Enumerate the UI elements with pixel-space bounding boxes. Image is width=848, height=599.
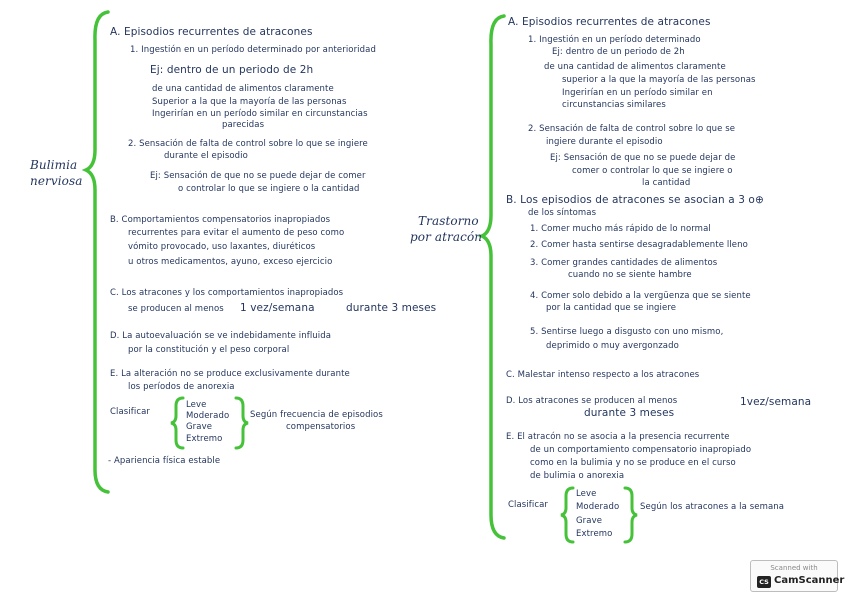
left-c-frequency: 1 vez/semana — [240, 302, 315, 314]
right-b-title: de los síntomas — [528, 208, 597, 218]
left-a1-example: Ej: dentro de un periodo de 2h — [150, 64, 314, 76]
right-level: Extremo — [576, 529, 613, 539]
left-level: Leve — [186, 400, 207, 410]
right-green-brace — [482, 16, 504, 538]
right-level: Moderado — [576, 502, 620, 512]
right-classify-note: Según los atracones a la semana — [640, 502, 785, 512]
camscanner-watermark — [750, 560, 845, 592]
left-classify-note: compensatorios — [286, 422, 356, 432]
left-a-title: A. Episodios recurrentes de atracones — [110, 26, 313, 38]
right-b-item: cuando no se siente hambre — [568, 270, 692, 280]
left-classify-label: Clasificar — [110, 407, 151, 417]
left-side-label-2: nerviosa — [30, 174, 83, 188]
right-b-item: 1. Comer mucho más rápido de lo normal — [530, 224, 711, 234]
right-a2-line: 2. Sensación de falta de control sobre lo que se — [528, 124, 736, 134]
left-a2-line: 2. Sensación de falta de control sobre lo que se ingiere — [128, 139, 368, 149]
left-a1-line: parecidas — [222, 120, 265, 130]
right-a1-line: circunstancias similares — [562, 100, 666, 110]
right-a1-title: 1. Ingestión en un período determinado — [528, 35, 701, 45]
left-levels-brace-close — [236, 398, 248, 448]
left-e-line: E. La alteración no se produce exclusivamente durante — [110, 369, 350, 379]
left-d-line: por la constitución y el peso corporal — [128, 345, 290, 355]
left-side-label-1: Bulimia — [30, 158, 78, 172]
right-side-label-2: por atracón — [410, 230, 483, 244]
right-b-item: 5. Sentirse luego a disgusto con uno mismo, — [530, 327, 724, 337]
left-c-line: se producen al menos — [128, 304, 224, 314]
right-a2-line: ingiere durante el episodio — [546, 137, 663, 147]
right-e-line: de un comportamiento compensatorio inapropiado — [530, 445, 752, 455]
right-d-frequency: 1vez/semana — [740, 396, 812, 408]
right-e-line: de bulimia o anorexia — [530, 471, 625, 481]
right-a1-line: superior a la que la mayoría de las personas — [562, 75, 756, 85]
right-a2-example: Ej: Sensación de que no se puede dejar de — [550, 153, 736, 163]
camscanner-logo-icon: CS — [757, 576, 771, 588]
right-b-item: deprimido o muy avergonzado — [546, 341, 679, 351]
right-e-line: como en la bulimia y no se produce en el curso — [530, 458, 736, 468]
right-b-item: 2. Comer hasta sentirse desagradablemente lleno — [530, 240, 748, 250]
right-a2-example: la cantidad — [642, 178, 691, 188]
left-a1-line: Superior a la que la mayoría de las personas — [152, 97, 347, 107]
left-classify-note: Según frecuencia de episodios — [250, 410, 383, 420]
right-a1-line: Ingerirían en un período similar en — [562, 88, 713, 98]
right-c-line: C. Malestar intenso respecto a los atracones — [506, 370, 700, 380]
left-remission: - Apariencia física estable — [108, 456, 221, 466]
left-levels-brace-open — [171, 398, 183, 448]
right-level: Grave — [576, 516, 603, 526]
left-b-line: vómito provocado, uso laxantes, diuréticos — [128, 242, 316, 252]
right-a-title: A. Episodios recurrentes de atracones — [508, 16, 711, 28]
left-level: Grave — [186, 422, 213, 432]
left-d-line: D. La autoevaluación se ve indebidamente influida — [110, 331, 332, 341]
right-a2-example: comer o controlar lo que se ingiere o — [572, 166, 733, 176]
left-b-line: B. Comportamientos compensatorios inapropiados — [110, 215, 331, 225]
left-c-line: C. Los atracones y los comportamientos inapropiados — [110, 288, 344, 298]
right-levels-brace-close — [625, 488, 637, 542]
right-d-line: D. Los atracones se producen al menos — [506, 396, 678, 406]
right-a1-example: Ej: dentro de un periodo de 2h — [552, 47, 685, 57]
right-b-item: por la cantidad que se ingiere — [546, 303, 677, 313]
left-b-line: u otros medicamentos, ayuno, exceso ejercicio — [128, 257, 333, 267]
right-level: Leve — [576, 489, 597, 499]
left-a2-example: o controlar lo que se ingiere o la cantidad — [178, 184, 360, 194]
left-a1-title: 1. Ingestión en un período determinado por anterioridad — [130, 45, 376, 55]
left-c-duration: durante 3 meses — [346, 302, 437, 314]
left-a2-example: Ej: Sensación de que no se puede dejar de comer — [150, 171, 366, 181]
left-a1-line: Ingerirían en un período similar en circunstancias — [152, 109, 368, 119]
right-b-item: 4. Comer solo debido a la vergüenza que se siente — [530, 291, 751, 301]
right-classify-label: Clasificar — [508, 500, 549, 510]
right-side-label-1: Trastorno — [418, 214, 479, 228]
left-e-line: los períodos de anorexia — [128, 382, 235, 392]
left-level: Extremo — [186, 434, 223, 444]
left-green-brace — [86, 12, 108, 492]
watermark-caption: Scanned with — [770, 564, 818, 572]
right-a1-line: de una cantidad de alimentos claramente — [544, 62, 726, 72]
left-a2-line: durante el episodio — [164, 151, 248, 161]
right-e-line: E. El atracón no se asocia a la presencia recurrente — [506, 432, 730, 442]
left-level: Moderado — [186, 411, 230, 421]
right-b-title: B. Los episodios de atracones se asocian a 3 o⊕ — [506, 194, 764, 206]
right-d-duration: durante 3 meses — [584, 407, 675, 419]
left-a1-line: de una cantidad de alimentos claramente — [152, 84, 334, 94]
watermark-brand: CamScanner — [774, 575, 845, 586]
right-levels-brace-open — [561, 488, 573, 542]
left-b-line: recurrentes para evitar el aumento de peso como — [128, 228, 345, 238]
right-b-item: 3. Comer grandes cantidades de alimentos — [530, 258, 718, 268]
